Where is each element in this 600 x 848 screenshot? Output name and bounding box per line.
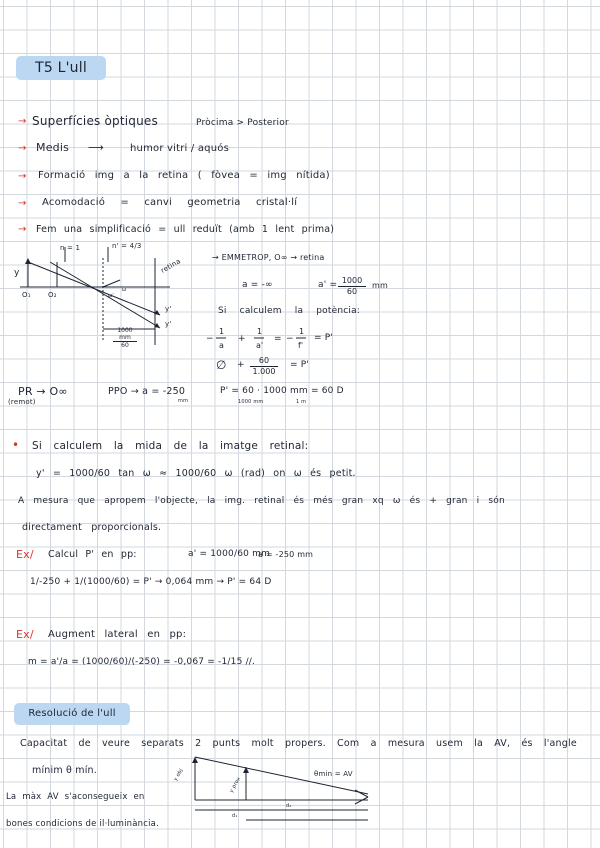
diagram-y-prime: y' xyxy=(165,305,172,313)
arrow-icon: ⟶ xyxy=(88,141,104,154)
svg-text:1: 1 xyxy=(299,327,305,336)
emmetrop-calc: Si calculem la potència: xyxy=(218,306,361,316)
bullet-arrow: → xyxy=(18,224,27,235)
retinal-heading: Si calculem la mida de la imatge retinal: xyxy=(32,440,309,452)
diagram-omega-prime: ω' xyxy=(108,293,114,299)
diagram-o2: O₂ xyxy=(48,291,57,299)
theta-label: θmin = AV xyxy=(314,770,353,778)
svg-text:=: = xyxy=(274,334,282,344)
diagram-retina: retina xyxy=(159,257,183,275)
bullet-superficies: Superfícies òptiques xyxy=(32,114,158,128)
svg-text:−: − xyxy=(206,334,214,344)
bullet-acomodacio: Acomodació = canvi geometria cristal·lí xyxy=(42,197,298,208)
retinal-text2: directament proporcionals. xyxy=(22,522,162,533)
bullet-simplificacio: Fem una simplificació = ull reduït (amb 1 lent prima) xyxy=(36,224,335,235)
plus-sign: + xyxy=(237,360,245,370)
svg-text:−: − xyxy=(286,334,294,344)
eq2-right: = P' xyxy=(290,360,310,370)
ex1-ap: a' = 1000/60 mm xyxy=(188,549,271,559)
bullet-arrow: → xyxy=(18,198,27,209)
page-title: T5 L'ull xyxy=(16,56,106,80)
ppo-unit: mm xyxy=(178,398,189,404)
power-sub2: 1 m xyxy=(296,399,307,405)
ex2-eq: m = a'/a = (1000/60)/(-250) = -0,067 = -1/15 //. xyxy=(28,657,256,667)
emmetrop-ap-unit: mm xyxy=(372,281,388,290)
resolution-text2: mínim θ mín. xyxy=(32,765,97,776)
y-obj-label: y obj xyxy=(172,767,185,783)
diagram-y: y xyxy=(14,268,20,278)
d2-label: d₂ xyxy=(286,803,292,809)
eq1-right: = P' xyxy=(314,333,334,343)
emmetrop-ap-num: 1000 xyxy=(338,276,366,287)
retinal-text1: A mesura que apropem l'objecte, la img. retinal és més gran xq ω és + gran i són xyxy=(18,496,505,506)
svg-text:f': f' xyxy=(298,341,304,350)
ex1-a: a = -250 mm xyxy=(258,550,314,559)
bullet-arrow: → xyxy=(18,116,27,127)
eq2-num: 60 xyxy=(250,356,278,367)
resolution-text3: La màx AV s'aconsegueix en xyxy=(6,792,145,802)
power-sub1: 1000 mm xyxy=(238,399,264,405)
emmetrop-a: a = -∞ xyxy=(242,280,273,290)
svg-text:+: + xyxy=(238,334,246,344)
emmetrop-label: → EMMETROP, O∞ → retina xyxy=(212,253,325,262)
diagram-n1: n = 1 xyxy=(60,244,81,252)
resolution-text1: Capacitat de veure separats 2 punts molt propers. Com a mesura usem la AV, és l'angle xyxy=(20,738,577,749)
power-result: P' = 60 · 1000 mm = 60 D xyxy=(220,386,344,396)
diagram-y-prime: y' xyxy=(165,320,172,328)
y-prox-label: y prox xyxy=(228,776,243,794)
svg-text:1: 1 xyxy=(219,327,225,336)
diagram-o1: O₁ xyxy=(22,291,31,299)
emmetrop-ap-prefix: a' = xyxy=(318,280,338,290)
svg-text:1: 1 xyxy=(257,327,263,336)
eq2-den: 1.000 xyxy=(252,367,276,376)
bullet-arrow: → xyxy=(18,171,27,182)
svg-text:a': a' xyxy=(256,341,264,350)
diagram-omega: ω xyxy=(122,287,127,293)
bullet-medis-note: humor vitri / aquós xyxy=(130,143,230,154)
pr-line: PR → O∞ xyxy=(18,385,68,398)
diagram-focal-den: 60 xyxy=(121,342,129,349)
resolution-text4: bones condicions de il·luminància. xyxy=(6,819,159,829)
bullet-medis: Medis xyxy=(36,141,70,154)
retinal-formula: y' = 1000/60 tan ω ≈ 1000/60 ω (rad) on ω és petit. xyxy=(36,468,356,479)
diagram-n2: n' = 4/3 xyxy=(112,242,142,250)
bullet-superficies-note: Pròcima > Posterior xyxy=(196,118,289,128)
ppo-line: PPO → a = -250 xyxy=(108,386,186,397)
pr-sub: (remot) xyxy=(8,398,36,406)
bullet-dot: • xyxy=(12,438,20,452)
bullet-formacio: Formació img a la retina ( fòvea = img nítida) xyxy=(38,170,330,181)
ex1-text: Calcul P' en pp: xyxy=(48,549,137,560)
ex2-text: Augment lateral en pp: xyxy=(48,629,187,640)
svg-text:a: a xyxy=(219,341,224,350)
emmetrop-ap-den: 60 xyxy=(346,287,358,296)
d1-label: d₁ xyxy=(232,813,238,819)
ex2-label: Ex/ xyxy=(16,628,34,641)
resolution-heading: Resolució de l'ull xyxy=(14,703,130,725)
empty-set-symbol: ∅ xyxy=(216,358,227,372)
ex1-label: Ex/ xyxy=(16,548,34,561)
diagram-focal-num: 1000 mm xyxy=(113,327,137,342)
bullet-arrow: → xyxy=(18,143,27,154)
ex1-eq: 1/-250 + 1/(1000/60) = P' → 0,064 mm → P' = 64 D xyxy=(30,577,272,587)
